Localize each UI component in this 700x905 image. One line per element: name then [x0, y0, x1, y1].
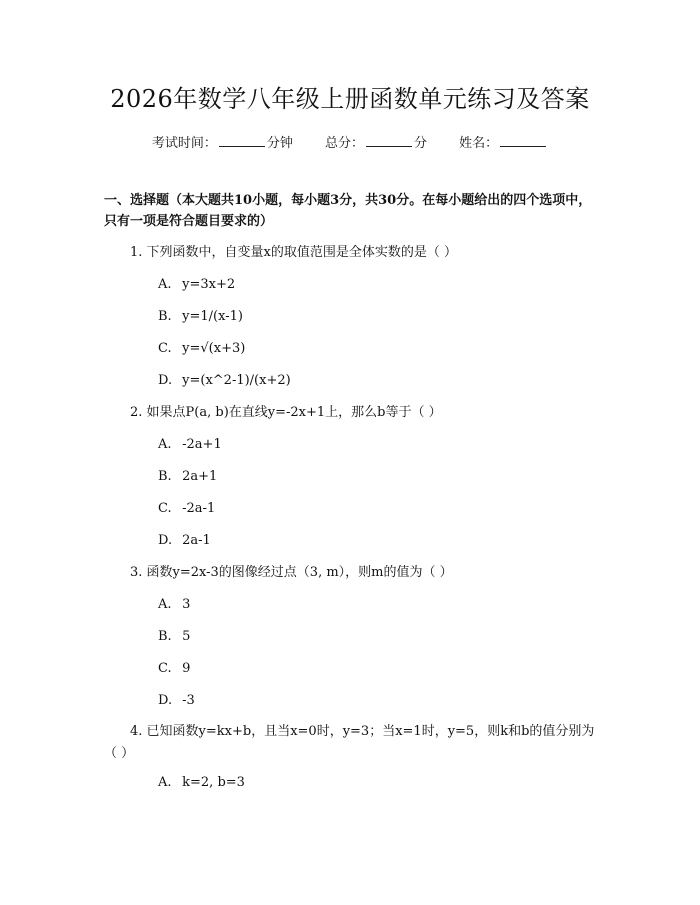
option-text: 2a-1: [182, 533, 211, 548]
option-text: -2a+1: [182, 437, 222, 452]
question-1-option-c: [158, 339, 558, 359]
question-1-option-b: [158, 307, 558, 327]
option-label: D.: [158, 373, 173, 388]
page-title: 2026年数学八年级上册函数单元练习及答案: [110, 85, 590, 113]
option-label: A.: [158, 277, 172, 292]
option-label: A.: [158, 437, 172, 452]
student-name-blank: [500, 132, 546, 147]
section-heading: 一、选择题（本大题共10小题，每小题3分，共30分。在每小题给出的四个选项中，只有一项是符合题目要求的）: [104, 193, 592, 229]
question-2: 2. 如果点P(a, b)在直线y=-2x+1上，那么b等于（ ）: [130, 405, 442, 420]
option-text: 2a+1: [182, 469, 218, 484]
option-text: y=√(x+3): [182, 341, 246, 356]
exam-time-label: 考试时间：: [151, 136, 217, 151]
exam-info-line: [0, 132, 700, 154]
option-label: D.: [158, 693, 173, 708]
option-label: C.: [158, 501, 172, 516]
question-3-option-a: [158, 595, 558, 615]
question-3-option-d: [158, 691, 558, 711]
option-text: y=1/(x-1): [182, 309, 243, 324]
question-2-option-c: [158, 499, 558, 519]
option-text: y=3x+2: [182, 277, 236, 292]
question-2-option-a: [158, 435, 558, 455]
exam-time-field: [152, 132, 293, 154]
question-2-option-b: [158, 467, 558, 487]
student-name-label: 姓名：: [459, 136, 499, 151]
option-text: y=(x^2-1)/(x+2): [182, 373, 291, 388]
question-2-option-d: [158, 531, 558, 551]
option-text: k=2, b=3: [182, 775, 245, 790]
question-4: 4. 已知函数y=kx+b，且当x=0时，y=3；当x=1时，y=5，则k和b的值分别为（ ）: [104, 724, 595, 761]
question-1-option-a: [158, 275, 558, 295]
question-1: 1. 下列函数中，自变量x的取值范围是全体实数的是（ ）: [130, 245, 457, 260]
option-label: A.: [158, 597, 172, 612]
exam-time-unit: 分钟: [266, 136, 293, 151]
total-score-unit: 分: [414, 136, 428, 151]
question-3: 3. 函数y=2x-3的图像经过点（3, m），则m的值为（ ）: [130, 565, 453, 580]
option-text: 9: [182, 661, 191, 676]
total-score-label: 总分：: [324, 136, 364, 151]
exam-time-blank: [219, 132, 265, 147]
option-label: C.: [158, 661, 172, 676]
option-text: 3: [182, 597, 191, 612]
option-text: 5: [182, 629, 191, 644]
total-score-blank: [366, 132, 412, 147]
option-label: D.: [158, 533, 173, 548]
question-1-option-d: [158, 371, 558, 391]
option-label: B.: [158, 469, 172, 484]
option-text: -2a-1: [182, 501, 216, 516]
option-label: B.: [158, 629, 172, 644]
option-label: B.: [158, 309, 172, 324]
total-score-field: [325, 132, 427, 154]
option-text: -3: [182, 693, 195, 708]
question-4-option-a: [158, 773, 558, 793]
question-3-option-c: [158, 659, 558, 679]
student-name-field: [459, 132, 548, 154]
option-label: A.: [158, 775, 172, 790]
option-label: C.: [158, 341, 172, 356]
question-3-option-b: [158, 627, 558, 647]
